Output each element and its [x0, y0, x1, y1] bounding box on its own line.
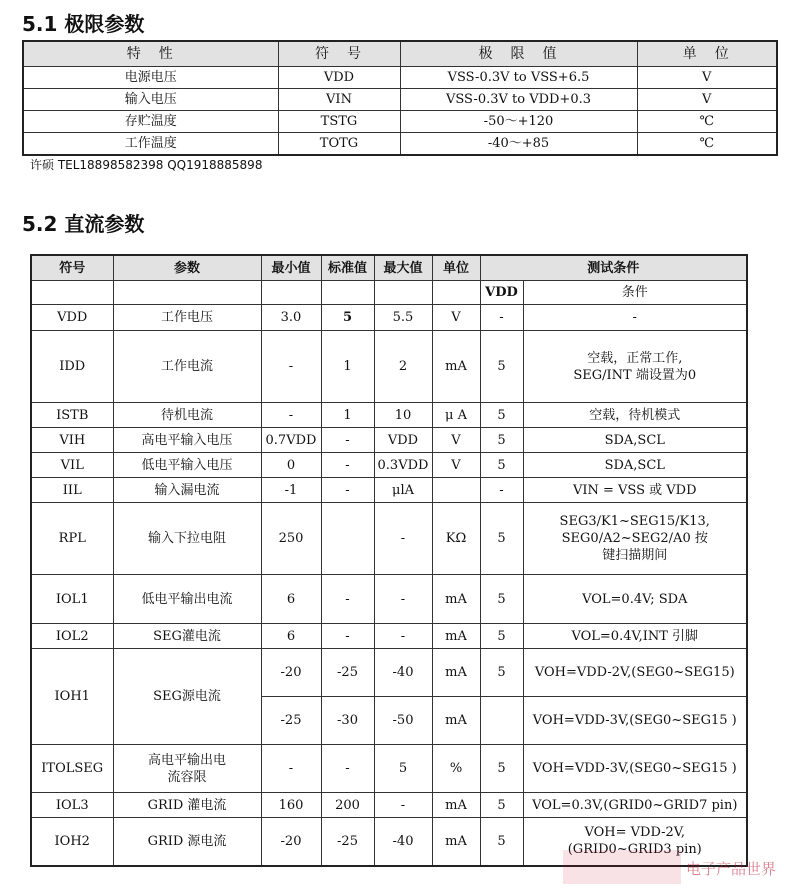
- cell-min: 250: [261, 503, 321, 575]
- cell-name: 工作温度: [23, 133, 278, 156]
- param-line: 高电平输出电: [147, 752, 226, 768]
- cell-param: 低电平输出电流: [113, 575, 261, 624]
- cell-unit: V: [637, 89, 777, 111]
- param-line: 流容限: [167, 769, 207, 785]
- cell-limit: VSS-0.3V to VSS+6.5: [400, 67, 637, 89]
- cell-sym: VDD: [31, 305, 113, 331]
- cell-unit: mA: [432, 624, 480, 649]
- cell-min: 6: [261, 624, 321, 649]
- cell-name: 存贮温度: [23, 111, 278, 133]
- cell-vdd: 5: [480, 453, 523, 478]
- cell-typ: -: [321, 575, 374, 624]
- header-limit: 极 限 值: [400, 41, 637, 67]
- cell-cond: VIN = VSS 或 VDD: [523, 478, 747, 503]
- contact-note: 许硕 TEL18898582398 QQ1918885898: [30, 158, 263, 172]
- cell-unit: mA: [432, 649, 480, 697]
- cell-typ: 200: [321, 793, 374, 818]
- cell-min: -25: [261, 697, 321, 745]
- table-row: [31, 403, 747, 428]
- table-header-row: [23, 41, 777, 67]
- cell-vdd: 5: [480, 649, 523, 697]
- cell-unit: mA: [432, 331, 480, 403]
- cell-unit: ℃: [637, 133, 777, 156]
- table-row: [31, 478, 747, 503]
- header-typ: 标准值: [321, 255, 374, 281]
- cell-typ: -: [321, 624, 374, 649]
- cell-unit: μ A: [432, 403, 480, 428]
- cell-typ: -25: [321, 818, 374, 866]
- cell-sym: VIH: [31, 428, 113, 453]
- cell-cond: 空载，待机模式: [523, 403, 747, 428]
- cell-unit: mA: [432, 818, 480, 866]
- cell-cond: -: [523, 305, 747, 331]
- cell-min: -: [261, 331, 321, 403]
- cell-vdd: 5: [480, 745, 523, 793]
- cell-param: 输入漏电流: [113, 478, 261, 503]
- cell-vdd: 5: [480, 575, 523, 624]
- cell-symbol: VIN: [278, 89, 400, 111]
- cell-typ: -: [321, 453, 374, 478]
- cell-max: -: [374, 793, 432, 818]
- table-row: [31, 745, 747, 793]
- cell-cond: VOL=0.3V,(GRID0~GRID7 pin): [523, 793, 747, 818]
- cell-typ: -: [321, 428, 374, 453]
- cond-line: VOH= VDD-2V,: [584, 825, 686, 841]
- cell-vdd: 5: [480, 331, 523, 403]
- cell-max: 10: [374, 403, 432, 428]
- cell-min: 0: [261, 453, 321, 478]
- cell-max: VDD: [374, 428, 432, 453]
- cell-sym: IOL1: [31, 575, 113, 624]
- cell-name: 输入电压: [23, 89, 278, 111]
- table-row: [23, 89, 777, 111]
- cell-typ: -: [321, 478, 374, 503]
- header-unit: 单位: [432, 255, 480, 281]
- cell-vdd: -: [480, 478, 523, 503]
- cell-min: -20: [261, 649, 321, 697]
- cell-param: 低电平输入电压: [113, 453, 261, 478]
- cell-vdd: 5: [480, 818, 523, 866]
- cell-sym: IIL: [31, 478, 113, 503]
- cell-cond: SDA,SCL: [523, 428, 747, 453]
- cell-typ: 1: [321, 403, 374, 428]
- cond-line: (GRID0~GRID3 pin): [567, 842, 702, 858]
- cell-vdd: [480, 697, 523, 745]
- table-row: [31, 331, 747, 403]
- cell-min: 160: [261, 793, 321, 818]
- header-min: 最小值: [261, 255, 321, 281]
- cell-unit: ℃: [637, 111, 777, 133]
- watermark-logo: [561, 846, 791, 886]
- table-row: [23, 111, 777, 133]
- cell-sym: ITOLSEG: [31, 745, 113, 793]
- cell-param: GRID 灌电流: [113, 793, 261, 818]
- cell-min: -: [261, 403, 321, 428]
- cell-cond: [523, 331, 747, 403]
- cell-max: 2: [374, 331, 432, 403]
- header-param: 参数: [113, 255, 261, 281]
- cell-min: -20: [261, 818, 321, 866]
- table-row: [31, 624, 747, 649]
- dc-params-table: [30, 254, 748, 867]
- cell-min: 0.7VDD: [261, 428, 321, 453]
- cell-vdd: 5: [480, 793, 523, 818]
- cell-unit: mA: [432, 697, 480, 745]
- table-row: [31, 503, 747, 575]
- cell-typ: -30: [321, 697, 374, 745]
- cell-max: -40: [374, 818, 432, 866]
- cell-param: GRID 源电流: [113, 818, 261, 866]
- cell-max: -: [374, 503, 432, 575]
- cell-param: 待机电流: [113, 403, 261, 428]
- cell-vdd: 5: [480, 428, 523, 453]
- cell-unit: V: [432, 428, 480, 453]
- section-title-dc: 5.2 直流参数: [22, 212, 145, 236]
- cell-limit: -40～+85: [400, 133, 637, 156]
- cell-unit: V: [432, 453, 480, 478]
- subheader-vdd: VDD: [480, 281, 523, 305]
- cell-max: 5.5: [374, 305, 432, 331]
- cell-sym: IDD: [31, 331, 113, 403]
- header-symbol: 符号: [31, 255, 113, 281]
- header-cond: 测试条件: [480, 255, 747, 281]
- eepw-logo-icon: [561, 846, 791, 886]
- cell-cond: VOL=0.4V; SDA: [523, 575, 747, 624]
- cell-unit: KΩ: [432, 503, 480, 575]
- cell-max: 0.3VDD: [374, 453, 432, 478]
- cell-typ: [321, 503, 374, 575]
- header-characteristic: 特 性: [23, 41, 278, 67]
- subheader-cond: 条件: [523, 281, 747, 305]
- cell-param: 输入下拉电阻: [113, 503, 261, 575]
- cond-line: 键扫描期间: [602, 548, 668, 563]
- cell-unit: %: [432, 745, 480, 793]
- cell-unit: V: [637, 67, 777, 89]
- cell-symbol: VDD: [278, 67, 400, 89]
- cell-symbol: TSTG: [278, 111, 400, 133]
- cell-sym: VIL: [31, 453, 113, 478]
- header-max: 最大值: [374, 255, 432, 281]
- header-symbol: 符 号: [278, 41, 400, 67]
- limits-table: [22, 40, 778, 156]
- cell-symbol: TOTG: [278, 133, 400, 156]
- cell-vdd: 5: [480, 403, 523, 428]
- cell-vdd: 5: [480, 503, 523, 575]
- cond-line: SEG3/K1~SEG15/K13,: [559, 514, 710, 529]
- cell-max: -: [374, 624, 432, 649]
- cell-typ: -25: [321, 649, 374, 697]
- cell-sym: RPL: [31, 503, 113, 575]
- cell-sym: IOL3: [31, 793, 113, 818]
- header-unit: 单 位: [637, 41, 777, 67]
- subheader-row: [31, 281, 747, 305]
- cell-max: -50: [374, 697, 432, 745]
- cond-line: SEG/INT 端设置为0: [573, 367, 697, 383]
- cell-max: -: [374, 575, 432, 624]
- cell-min: -: [261, 745, 321, 793]
- cell-limit: VSS-0.3V to VDD+0.3: [400, 89, 637, 111]
- cell-cond: VOH=VDD-2V,(SEG0~SEG15): [523, 649, 747, 697]
- cell-sym: IOH1: [31, 649, 113, 745]
- cell-max: -40: [374, 649, 432, 697]
- cell-param: [113, 745, 261, 793]
- cell-cond: [523, 503, 747, 575]
- table-row: [31, 428, 747, 453]
- cell-cond: SDA,SCL: [523, 453, 747, 478]
- cell-cond: VOL=0.4V,INT 引脚: [523, 624, 747, 649]
- cell-typ: 5: [321, 305, 374, 331]
- cell-vdd: 5: [480, 624, 523, 649]
- cond-line: 空载，正常工作,: [587, 350, 683, 366]
- cell-max: μlA: [374, 478, 432, 503]
- table-header-row: [31, 255, 747, 281]
- cell-min: -1: [261, 478, 321, 503]
- cell-typ: 1: [321, 331, 374, 403]
- cond-line: SEG0/A2~SEG2/A0 按: [561, 531, 708, 546]
- cell-unit: mA: [432, 793, 480, 818]
- cell-sym: IOH2: [31, 818, 113, 866]
- cell-name: 电源电压: [23, 67, 278, 89]
- cell-max: 5: [374, 745, 432, 793]
- cell-vdd: -: [480, 305, 523, 331]
- cell-unit: V: [432, 305, 480, 331]
- cell-min: 6: [261, 575, 321, 624]
- cell-param: 高电平输入电压: [113, 428, 261, 453]
- watermark-text: 电子产品世界: [686, 860, 777, 878]
- cell-sym: ISTB: [31, 403, 113, 428]
- table-row: [31, 649, 747, 697]
- table-row: [23, 133, 777, 156]
- cell-param: 工作电流: [113, 331, 261, 403]
- cell-param: SEG源电流: [113, 649, 261, 745]
- cell-limit: -50～+120: [400, 111, 637, 133]
- cell-cond: VOH=VDD-3V,(SEG0~SEG15 ): [523, 697, 747, 745]
- cell-cond: VOH=VDD-3V,(SEG0~SEG15 ): [523, 745, 747, 793]
- cell-sym: IOL2: [31, 624, 113, 649]
- cell-unit: [432, 478, 480, 503]
- table-row: [31, 793, 747, 818]
- cell-min: 3.0: [261, 305, 321, 331]
- section-title-limits: 5.1 极限参数: [22, 12, 145, 36]
- table-row: [31, 453, 747, 478]
- cell-unit: mA: [432, 575, 480, 624]
- cell-param: SEG灌电流: [113, 624, 261, 649]
- table-row: [31, 305, 747, 331]
- table-row: [31, 575, 747, 624]
- cell-typ: -: [321, 745, 374, 793]
- cell-param: 工作电压: [113, 305, 261, 331]
- table-row: [23, 67, 777, 89]
